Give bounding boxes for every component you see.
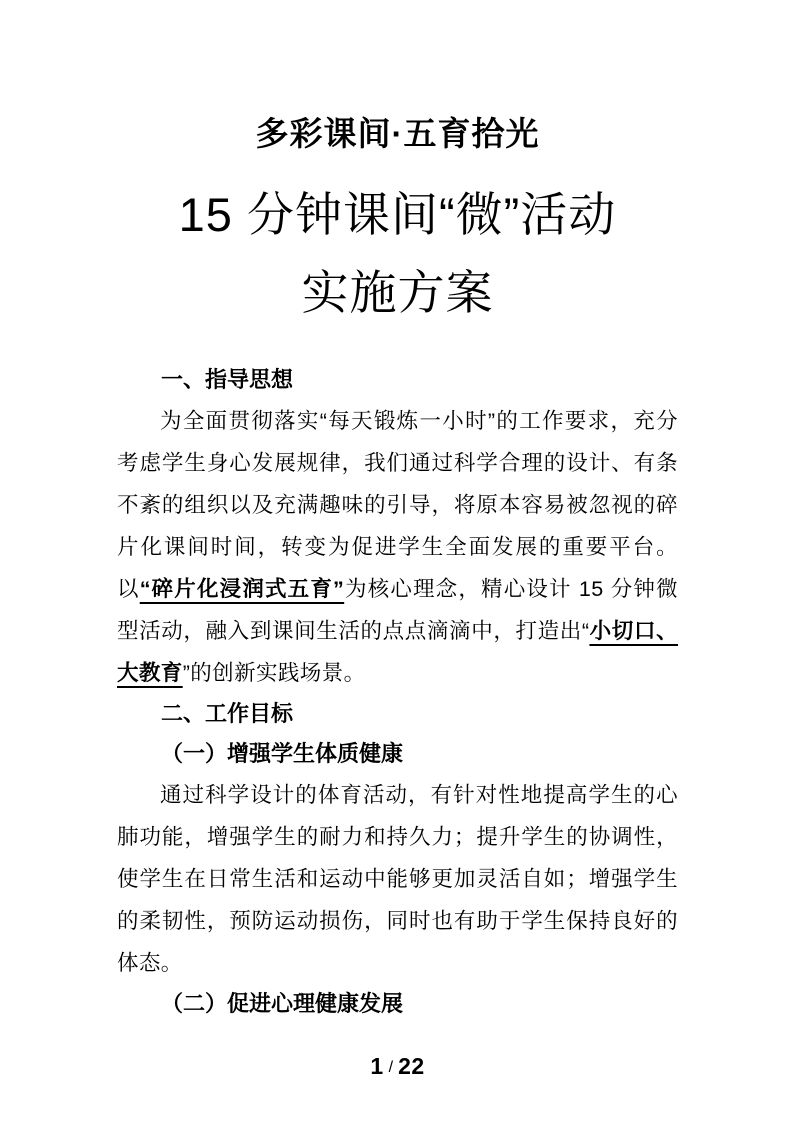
- paragraph-physical-health: 通过科学设计的体育活动，有针对性地提高学生的心肺功能，增强学生的耐力和持久力；提升学生的协调性，使学生在日常生活和运动中能够更加灵活自如；增强学生的柔韧性，预防运动损伤，同时也有助于学生保持良好的体态。: [117, 783, 678, 975]
- para1-run-bold-underline-1: “碎片化浸润式五育”: [139, 577, 345, 601]
- paragraph-guiding-ideology: [117, 400, 678, 694]
- page-number-total: 22: [398, 1053, 425, 1079]
- page-number-separator: /: [388, 1059, 394, 1076]
- para1-run-normal-3: ”的创新实践场景。: [182, 661, 366, 685]
- page-number-current: 1: [370, 1053, 384, 1079]
- subsection-heading-mental-health: （二）促进心理健康发展: [161, 991, 404, 1016]
- doc-title-line1: 15 分钟课间“微”活动: [178, 188, 617, 241]
- doc-subtitle: 多彩课间·五育拾光: [255, 115, 540, 152]
- page-number-footer: [117, 1045, 678, 1087]
- doc-title-line2: 实施方案: [301, 266, 494, 319]
- subsection-heading-physical-health: （一）增强学生体质健康: [161, 741, 404, 766]
- para1-run-normal-1: 为全面贯彻落实“每天锻炼一小时”的工作要求，充分考虑学生身心发展规律，我们通过科学合理的设计、有条不紊的组织以及充满趣味的引导，将原本容易被忽视的碎片化课间时间，转变为促进学生全面发展的重要平台。以: [117, 409, 678, 601]
- para1-run-normal-2: 为核心理念，精心设计 15 分钟微型活动，融入到课间生活的点点滴滴中，打造出“: [117, 577, 678, 643]
- para1-run-bold-underline-2: 小切口、大教育: [117, 619, 678, 685]
- section-heading-guiding-ideology: 一、指导思想: [161, 367, 294, 392]
- section-heading-work-goals: 二、工作目标: [161, 701, 294, 726]
